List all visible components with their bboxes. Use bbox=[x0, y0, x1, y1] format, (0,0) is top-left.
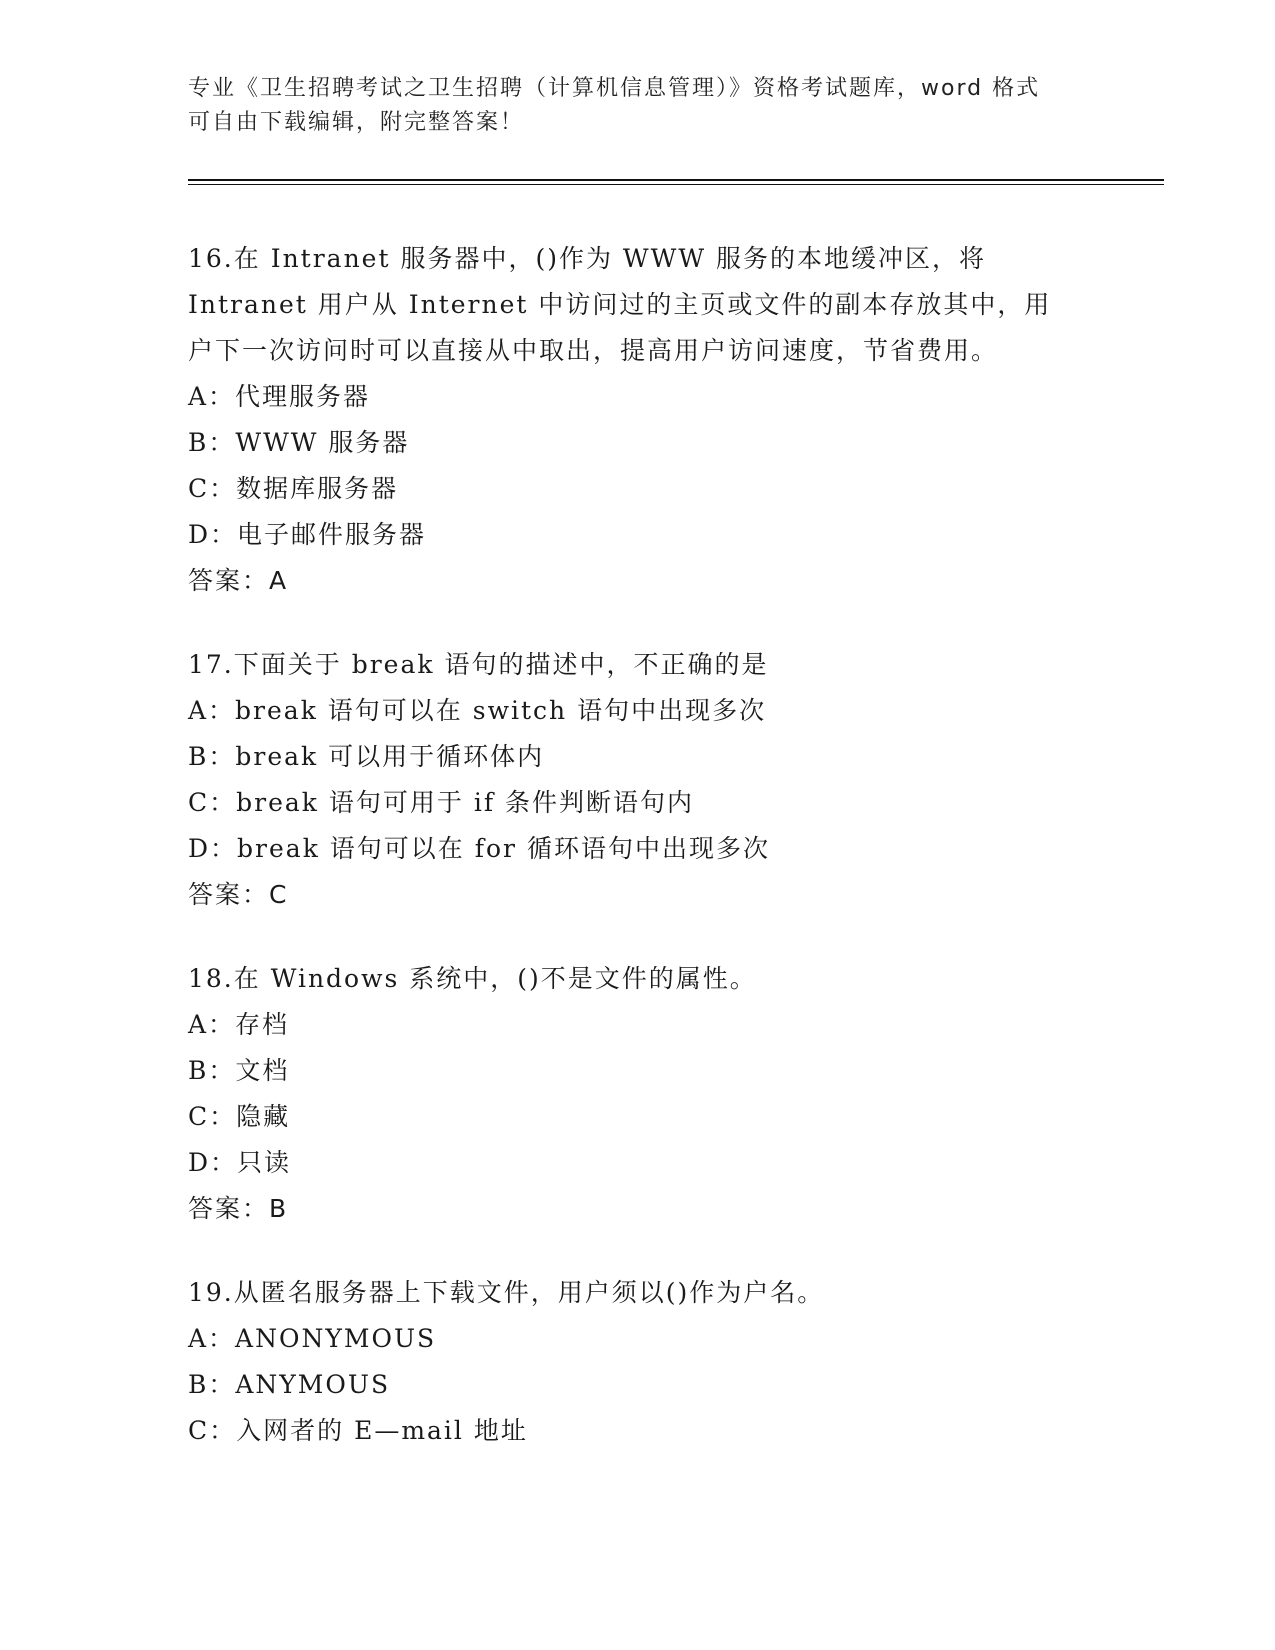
option-b: B：文档 bbox=[188, 1056, 290, 1085]
question-text: 19.从匿名服务器上下载文件，用户须以()作为户名。 bbox=[188, 1278, 825, 1307]
option-d: D：只读 bbox=[188, 1148, 292, 1177]
option-b: B：ANYMOUS bbox=[188, 1370, 391, 1399]
option-d: D：电子邮件服务器 bbox=[188, 520, 427, 549]
header-divider-thick bbox=[188, 179, 1164, 181]
header-line-2: 可自由下载编辑，附完整答案！ bbox=[188, 110, 525, 135]
answer: 答案：A bbox=[188, 566, 289, 595]
answer: 答案：B bbox=[188, 1194, 289, 1223]
option-d: D：break 语句可以在 for 循环语句中出现多次 bbox=[188, 834, 770, 863]
option-c: C：break 语句可用于 if 条件判断语句内 bbox=[188, 788, 695, 817]
question-text: 18.在 Windows 系统中，()不是文件的属性。 bbox=[188, 964, 757, 993]
option-b: B：WWW 服务器 bbox=[188, 428, 410, 457]
option-c: C：隐藏 bbox=[188, 1102, 291, 1131]
question-text: 16.在 Intranet 服务器中，()作为 WWW 服务的本地缓冲区，将 bbox=[188, 244, 986, 273]
question-text: 17.下面关于 break 语句的描述中，不正确的是 bbox=[188, 650, 769, 679]
option-c: C：数据库服务器 bbox=[188, 474, 399, 503]
option-a: A：存档 bbox=[188, 1010, 290, 1039]
header-line-1: 专业《卫生招聘考试之卫生招聘（计算机信息管理）》资格考试题库，word 格式 bbox=[188, 76, 1041, 101]
question-list bbox=[188, 236, 1088, 1492]
option-a: A：break 语句可以在 switch 语句中出现多次 bbox=[188, 696, 767, 725]
question-text: 户下一次访问时可以直接从中取出，提高用户访问速度，节省费用。 bbox=[188, 336, 999, 365]
answer: 答案：C bbox=[188, 880, 289, 909]
question-19 bbox=[188, 1270, 1088, 1454]
option-a: A：代理服务器 bbox=[188, 382, 371, 411]
question-18 bbox=[188, 956, 1088, 1232]
question-17 bbox=[188, 642, 1088, 918]
question-16 bbox=[188, 236, 1088, 604]
question-text: Intranet 用户从 Internet 中访问过的主页或文件的副本存放其中，用 bbox=[188, 290, 1052, 319]
header-divider-thin bbox=[188, 184, 1164, 185]
option-b: B：break 可以用于循环体内 bbox=[188, 742, 545, 771]
option-c: C：入网者的 E—mail 地址 bbox=[188, 1416, 528, 1445]
option-a: A：ANONYMOUS bbox=[188, 1324, 437, 1353]
document-header bbox=[188, 72, 1088, 140]
